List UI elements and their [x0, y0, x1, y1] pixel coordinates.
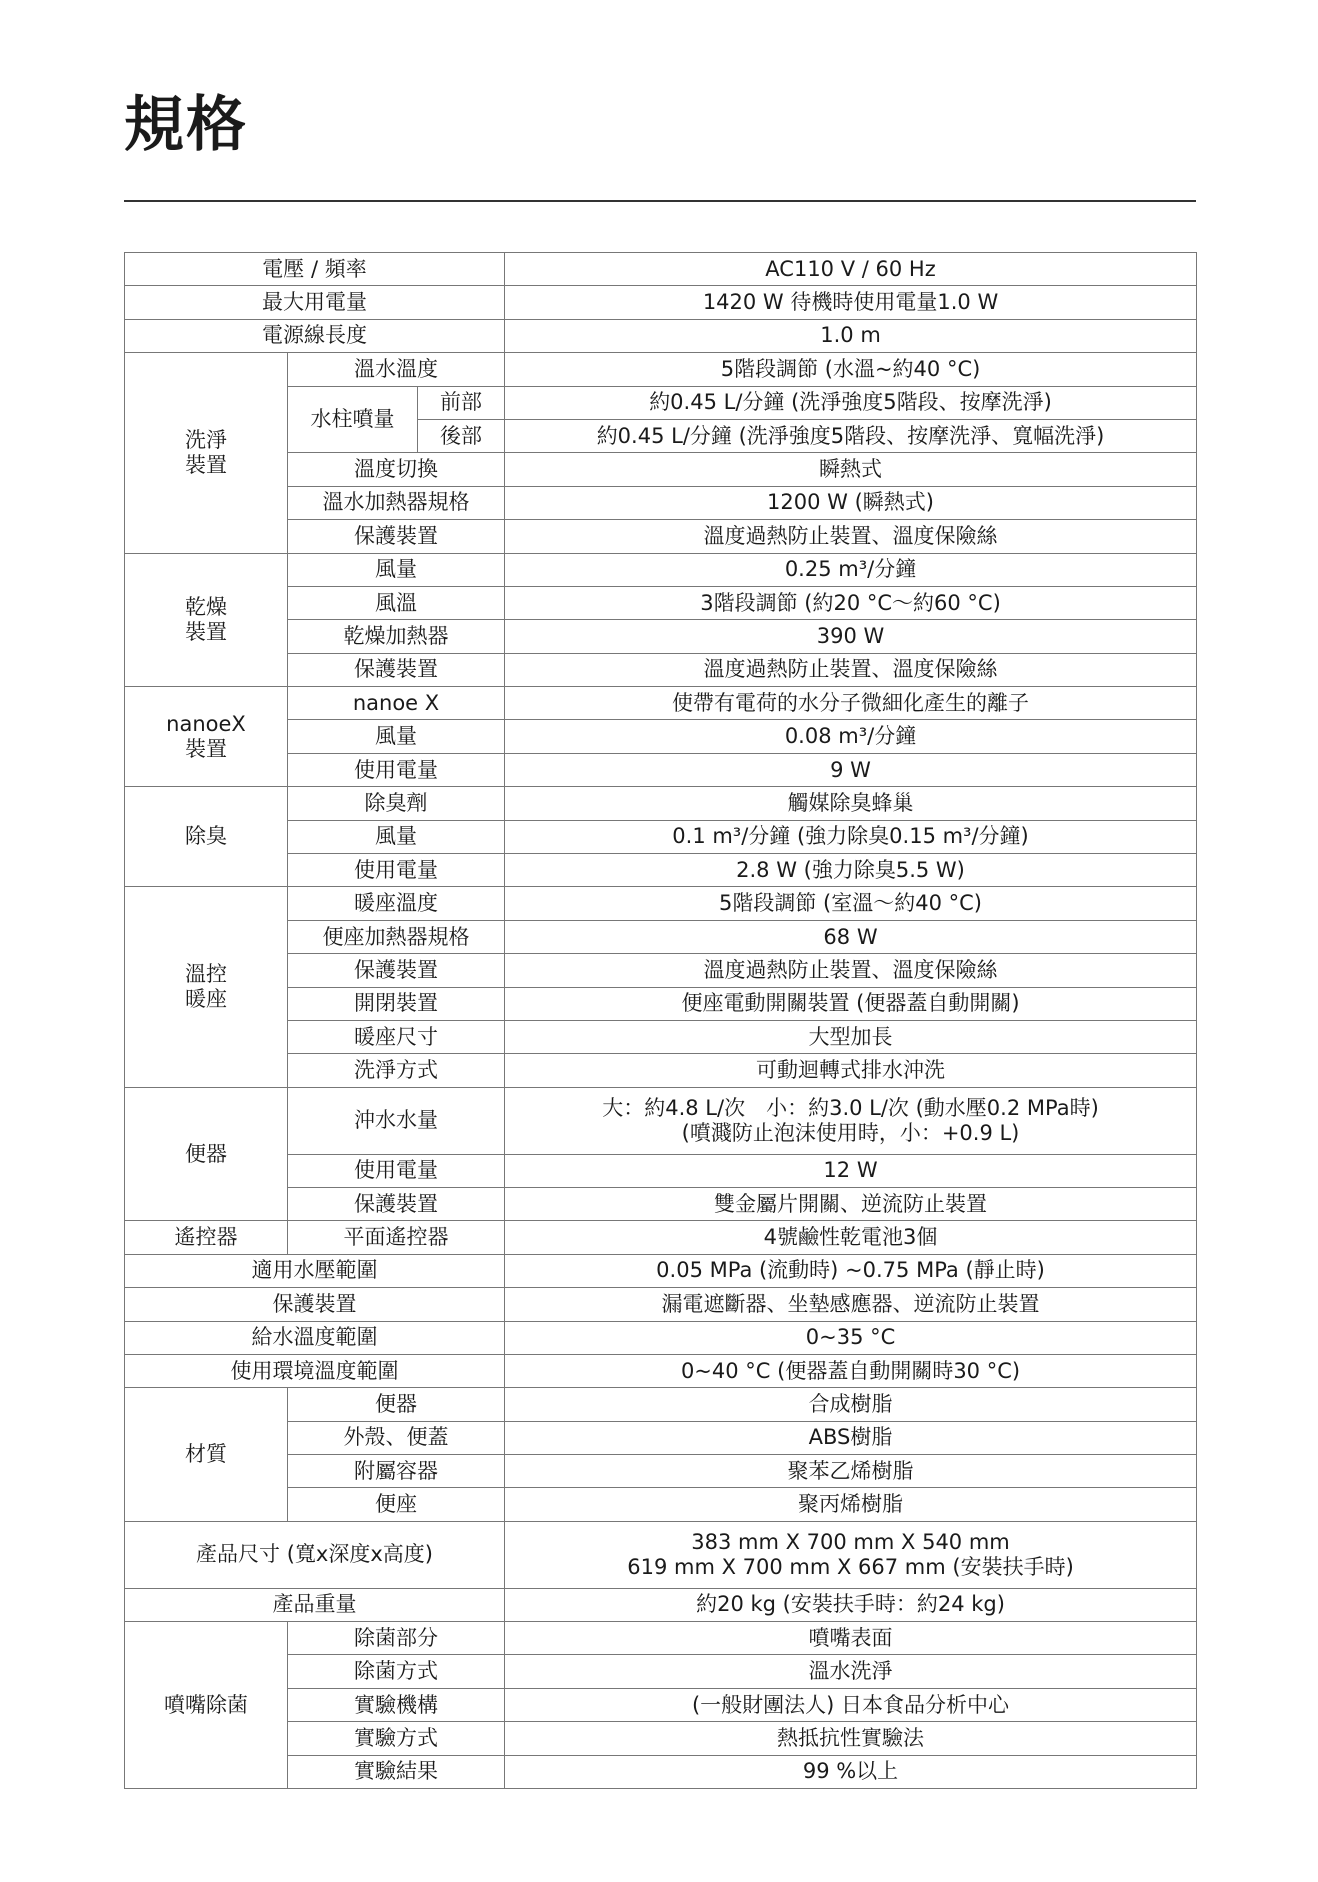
spec-label: 便座	[288, 1488, 505, 1521]
table-row	[125, 1521, 1197, 1588]
spec-label: 保護裝置	[288, 954, 505, 987]
spec-value: 1420 W 待機時使用電量1.0 W	[505, 286, 1197, 319]
spec-label: 溫水加熱器規格	[288, 486, 505, 519]
spec-label: 使用環境溫度範圍	[125, 1354, 505, 1387]
spec-value: 大型加長	[505, 1020, 1197, 1053]
spec-value: 溫度過熱防止裝置、溫度保險絲	[505, 520, 1197, 553]
table-row	[125, 1087, 1197, 1154]
spec-label: 外殼、便蓋	[288, 1421, 505, 1454]
spec-value: 0~35 °C	[505, 1321, 1197, 1354]
spec-label: 實驗方式	[288, 1722, 505, 1755]
spec-label: 附屬容器	[288, 1455, 505, 1488]
spec-value: 溫水洗淨	[505, 1655, 1197, 1688]
table-row	[125, 319, 1197, 352]
spec-value: 1.0 m	[505, 319, 1197, 352]
spec-label: 除菌方式	[288, 1655, 505, 1688]
spec-value: 0.25 m³/分鐘	[505, 553, 1197, 586]
spec-value: 68 W	[505, 920, 1197, 953]
spec-label: 溫度切換	[288, 453, 505, 486]
group-label: nanoeX 裝置	[125, 687, 288, 787]
spec-label: 除菌部分	[288, 1622, 505, 1655]
spec-label: 使用電量	[288, 854, 505, 887]
spec-value: 9 W	[505, 753, 1197, 786]
spec-value: 使帶有電荷的水分子微細化產生的離子	[505, 687, 1197, 720]
group-label: 便器	[125, 1087, 288, 1221]
spec-label: 實驗結果	[288, 1755, 505, 1788]
spec-value: 383 mm X 700 mm X 540 mm 619 mm X 700 mm X 667 mm (安裝扶手時)	[505, 1521, 1197, 1588]
spec-label: 風溫	[288, 586, 505, 619]
spec-value: 觸媒除臭蜂巢	[505, 787, 1197, 820]
spec-value: 1200 W (瞬熱式)	[505, 486, 1197, 519]
spec-value: 0.1 m³/分鐘 (強力除臭0.15 m³/分鐘)	[505, 820, 1197, 853]
group-label: 乾燥 裝置	[125, 553, 288, 687]
table-row	[125, 1354, 1197, 1387]
page-title: 規格	[124, 90, 248, 160]
spec-label: 保護裝置	[288, 653, 505, 686]
spec-label: 風量	[288, 553, 505, 586]
spec-label: 保護裝置	[288, 1187, 505, 1220]
group-label: 遙控器	[125, 1221, 288, 1254]
spec-value: 熱抵抗性實驗法	[505, 1722, 1197, 1755]
spec-label: 水柱噴量	[288, 386, 418, 453]
spec-value: 可動迴轉式排水沖洗	[505, 1054, 1197, 1087]
spec-label: 除臭劑	[288, 787, 505, 820]
table-row	[125, 286, 1197, 319]
spec-value: 約0.45 L/分鐘 (洗淨強度5階段、按摩洗淨、寬幅洗淨)	[505, 419, 1197, 452]
table-row	[125, 887, 1197, 920]
spec-value: 雙金屬片開關、逆流防止裝置	[505, 1187, 1197, 1220]
spec-value: 390 W	[505, 620, 1197, 653]
table-row	[125, 1588, 1197, 1621]
spec-value: 2.8 W (強力除臭5.5 W)	[505, 854, 1197, 887]
spec-sublabel: 後部	[418, 419, 505, 452]
table-row	[125, 1254, 1197, 1287]
spec-value: 便座電動開關裝置 (便器蓋自動開關)	[505, 987, 1197, 1020]
spec-label: 洗淨方式	[288, 1054, 505, 1087]
table-row	[125, 353, 1197, 386]
spec-table	[124, 252, 1197, 1789]
spec-label: 產品尺寸 (寬x深度x高度)	[125, 1521, 505, 1588]
spec-value: 5階段調節 (水溫~約40 °C)	[505, 353, 1197, 386]
spec-value: 0.05 MPa (流動時) ~0.75 MPa (靜止時)	[505, 1254, 1197, 1287]
spec-value: 聚苯乙烯樹脂	[505, 1455, 1197, 1488]
group-label: 噴嘴除菌	[125, 1622, 288, 1789]
spec-value: 漏電遮斷器、坐墊感應器、逆流防止裝置	[505, 1288, 1197, 1321]
spec-label: 開閉裝置	[288, 987, 505, 1020]
spec-label: 最大用電量	[125, 286, 505, 319]
group-label: 材質	[125, 1388, 288, 1522]
table-row	[125, 1388, 1197, 1421]
group-label: 洗淨 裝置	[125, 353, 288, 553]
spec-value: 5階段調節 (室溫～約40 °C)	[505, 887, 1197, 920]
table-row	[125, 687, 1197, 720]
table-row	[125, 1321, 1197, 1354]
spec-sublabel: 前部	[418, 386, 505, 419]
table-row	[125, 787, 1197, 820]
spec-label: 使用電量	[288, 1154, 505, 1187]
spec-value: 3階段調節 (約20 °C～約60 °C)	[505, 586, 1197, 619]
spec-value: (一般財團法人) 日本食品分析中心	[505, 1688, 1197, 1721]
spec-label: 沖水水量	[288, 1087, 505, 1154]
spec-value: 4號鹼性乾電池3個	[505, 1221, 1197, 1254]
spec-value: 12 W	[505, 1154, 1197, 1187]
spec-value: 溫度過熱防止裝置、溫度保險絲	[505, 954, 1197, 987]
spec-value: 0~40 °C (便器蓋自動開關時30 °C)	[505, 1354, 1197, 1387]
spec-value: 約0.45 L/分鐘 (洗淨強度5階段、按摩洗淨)	[505, 386, 1197, 419]
spec-value: 大：約4.8 L/次 小：約3.0 L/次 (動水壓0.2 MPa時) (噴濺防止泡沫使用時，小：+0.9 L)	[505, 1087, 1197, 1154]
spec-label: 適用水壓範圍	[125, 1254, 505, 1287]
spec-value: ABS樹脂	[505, 1421, 1197, 1454]
table-row	[125, 1221, 1197, 1254]
spec-label: 保護裝置	[288, 520, 505, 553]
spec-label: 使用電量	[288, 753, 505, 786]
spec-label: 風量	[288, 820, 505, 853]
table-row	[125, 1288, 1197, 1321]
spec-label: 溫水溫度	[288, 353, 505, 386]
title-divider	[124, 200, 1196, 202]
group-label: 溫控 暖座	[125, 887, 288, 1087]
spec-label: 給水溫度範圍	[125, 1321, 505, 1354]
spec-label: 便座加熱器規格	[288, 920, 505, 953]
spec-label: 保護裝置	[125, 1288, 505, 1321]
spec-label: 便器	[288, 1388, 505, 1421]
group-label: 除臭	[125, 787, 288, 887]
spec-label: 電源線長度	[125, 319, 505, 352]
table-row	[125, 553, 1197, 586]
spec-value: 0.08 m³/分鐘	[505, 720, 1197, 753]
spec-value: 約20 kg (安裝扶手時：約24 kg)	[505, 1588, 1197, 1621]
spec-value: 聚丙烯樹脂	[505, 1488, 1197, 1521]
spec-label: 風量	[288, 720, 505, 753]
table-row	[125, 253, 1197, 286]
table-row	[125, 1622, 1197, 1655]
spec-label: 暖座尺寸	[288, 1020, 505, 1053]
spec-value: 溫度過熱防止裝置、溫度保險絲	[505, 653, 1197, 686]
spec-value: 噴嘴表面	[505, 1622, 1197, 1655]
spec-label: 產品重量	[125, 1588, 505, 1621]
spec-label: 乾燥加熱器	[288, 620, 505, 653]
spec-label: 電壓 / 頻率	[125, 253, 505, 286]
spec-value: 合成樹脂	[505, 1388, 1197, 1421]
spec-label: nanoe X	[288, 687, 505, 720]
spec-label: 平面遙控器	[288, 1221, 505, 1254]
spec-value: 99 %以上	[505, 1755, 1197, 1788]
spec-value: AC110 V / 60 Hz	[505, 253, 1197, 286]
spec-value: 瞬熱式	[505, 453, 1197, 486]
spec-label: 暖座溫度	[288, 887, 505, 920]
spec-label: 實驗機構	[288, 1688, 505, 1721]
